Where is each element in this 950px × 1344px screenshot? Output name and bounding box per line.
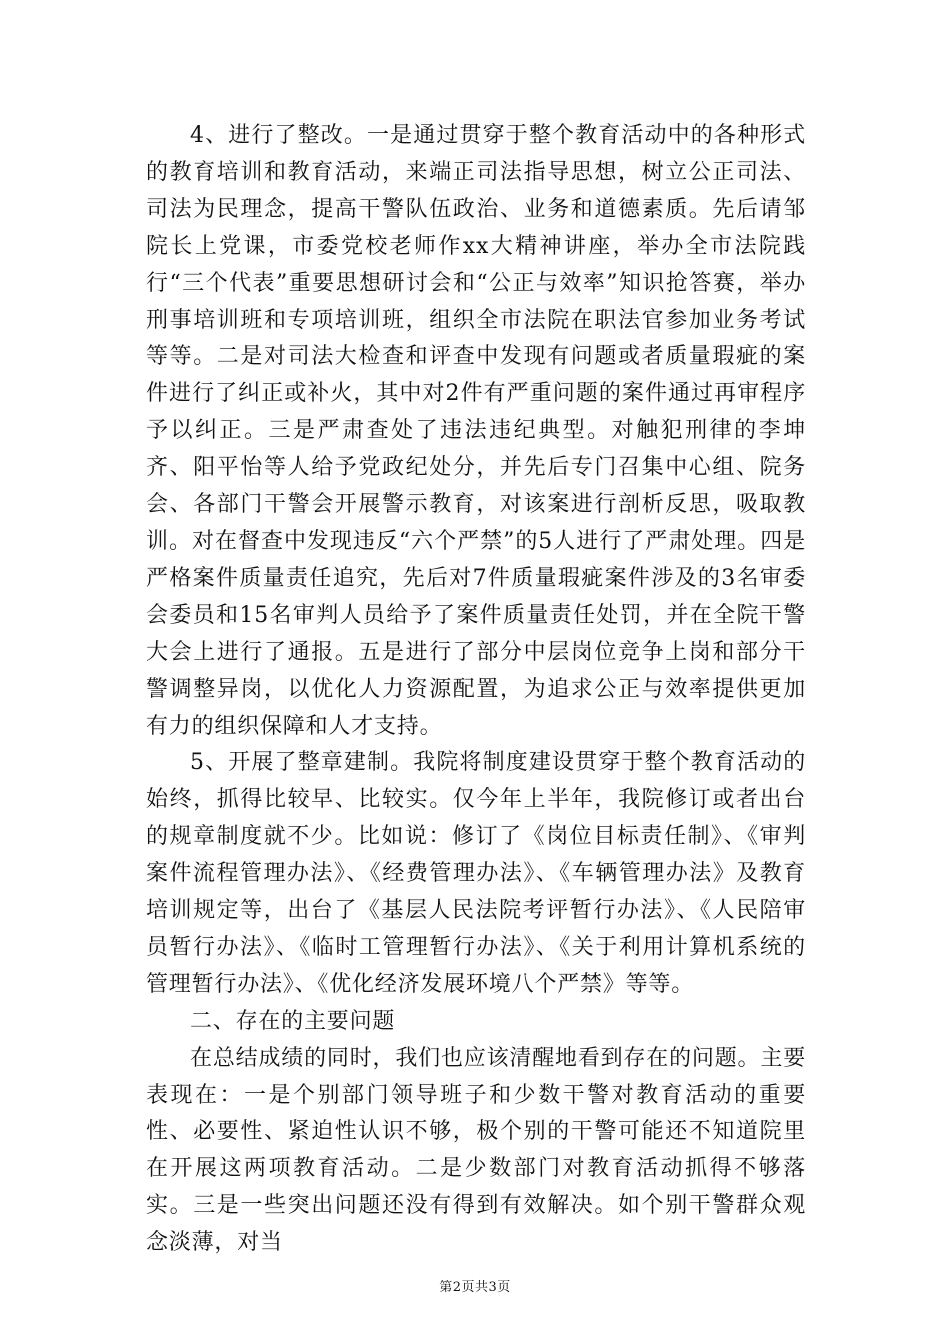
document-body xyxy=(146,118,806,1262)
paragraph-problems: 在总结成绩的同时，我们也应该清醒地看到存在的问题。主要表现在：一是个别部门领导班子和少数干警对教育活动的重要性、必要性、紧迫性认识不够，极个别的干警可能还不知道院里在开展这两项教育活动。二是少数部门对教育活动抓得不够落实。三是一些突出问题还没有得到有效解决。如个别干警群众观念淡薄，对当 xyxy=(146,1045,806,1256)
paragraph-rules-building: 5、开展了整章建制。我院将制度建设贯穿于整个教育活动的始终，抓得比较早、比较实。仅今年上半年，我院修订或者出台的规章制度就不少。比如说：修订了《岗位目标责任制》、《审判案件流程管理办法》、《经费管理办法》、《车辆管理办法》及教育培训规定等，出台了《基层人民法院考评暂行办法》、《人民陪审员暂行办法》、《临时工管理暂行办法》、《关于利用计算机系统的管理暂行办法》、《优化经济发展环境八个严禁》等等。 xyxy=(146,750,806,997)
page-number-footer: 第2页共3页 xyxy=(439,1280,511,1295)
section-heading-problems: 二、存在的主要问题 xyxy=(190,1008,396,1034)
paragraph-rectification: 4、进行了整改。一是通过贯穿于整个教育活动中的各种形式的教育培训和教育活动，来端正司法指导思想，树立公正司法、司法为民理念，提高干警队伍政治、业务和道德素质。先后请邹院长上党课，市委党校老师作xx大精神讲座，举办全市法院践行“三个代表”重要思想研讨会和“公正与效率”知识抢答赛，举办刑事培训班和专项培训班，组织全市法院在职法官参加业务考试等等。二是对司法大检查和评查中发现有问题或者质量瑕疵的案件进行了纠正或补火，其中对2件有严重问题的案件通过再审程序予以纠正。三是严肃查处了违法违纪典型。对触犯刑律的李坤齐、阳平怡等人给予党政纪处分，并先后专门召集中心组、院务会、各部门干警会开展警示教育，对该案进行剖析反思，吸取教训。对在督查中发现违反“六个严禁”的5人进行了严肃处理。四是严格案件质量责任追究，先后对7件质量瑕疵案件涉及的3名审委会委员和15名审判人员给予了案件质量责任处罚，并在全院干警大会上进行了通报。五是进行了部分中层岗位竞争上岗和部分干警调整异岗，以优化人力资源配置，为追求公正与效率提供更加有力的组织保障和人才支持。 xyxy=(146,123,806,739)
